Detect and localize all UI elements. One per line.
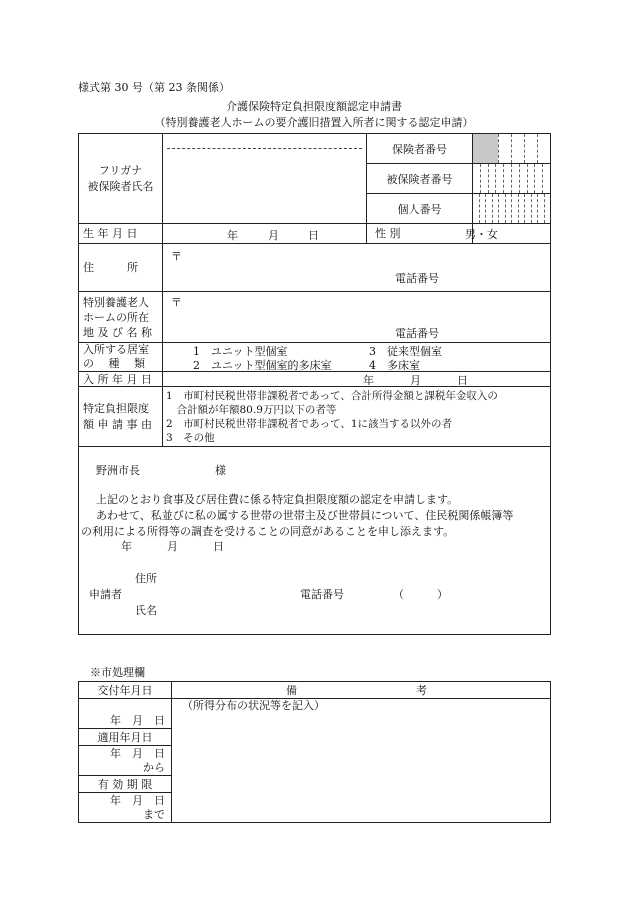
issue-date-field[interactable]: 年 月 日 xyxy=(79,699,172,729)
expiry-date-field[interactable] xyxy=(79,793,172,823)
applicant-address-label: 住所 xyxy=(135,572,157,585)
reason-label-line-1: 特定負担限度 xyxy=(83,401,149,415)
addressee: 野洲市長 xyxy=(96,464,140,477)
insured-name-label: 被保険者氏名 xyxy=(87,179,154,193)
room-type-field[interactable] xyxy=(163,343,551,372)
reason-option-2[interactable]: 2 市町村民税世帯非課税者であって、1に該当する以外の者 xyxy=(166,418,453,430)
address-field[interactable] xyxy=(163,244,551,292)
address-label: 住 所 xyxy=(79,244,163,292)
reason-field[interactable] xyxy=(163,387,551,447)
entry-month: 月 xyxy=(410,374,421,387)
expiry-date-until: まで xyxy=(143,807,165,821)
remarks-label-2: 考 xyxy=(416,684,427,697)
personal-no-label: 個人番号 xyxy=(367,194,473,224)
room-option-1[interactable]: 1 ユニット型個室 xyxy=(193,345,288,358)
home-location-label-cell xyxy=(79,292,163,343)
form-title: 介護保険特定負担限度額認定申請書 xyxy=(226,100,402,113)
remarks-note: （所得分布の状況等を記入） xyxy=(182,699,325,712)
applied-date-from: から xyxy=(143,760,165,774)
furigana-label: フリガナ xyxy=(98,163,143,177)
home-label-line-3: 地 及 び 名 称 xyxy=(83,325,152,339)
birthdate-label: 生 年 月 日 xyxy=(79,224,163,244)
address-phone-label: 電話番号 xyxy=(395,272,439,285)
entry-year: 年 xyxy=(363,374,374,387)
entry-day: 日 xyxy=(457,374,468,387)
form-number: 様式第 30 号（第 23 条関係） xyxy=(78,81,230,94)
declaration-line-3: の利用による所得等の調査を受けることの同意があることを申し添えます。 xyxy=(81,525,455,538)
room-label-line-2: の 種 類 xyxy=(83,357,145,370)
home-postal-mark: 〒 xyxy=(171,296,182,309)
declaration-month: 月 xyxy=(167,540,178,553)
declaration-line-2: あわせて、私並びに私の属する世帯の世帯主及び世帯員について、住民税関係帳簿等 xyxy=(96,509,514,522)
insured-no-field[interactable] xyxy=(473,164,551,194)
insured-name-label-cell xyxy=(79,134,163,224)
declaration-section xyxy=(79,447,551,635)
home-phone-label: 電話番号 xyxy=(395,327,439,340)
reason-label-cell xyxy=(79,387,163,447)
birthdate-day: 日 xyxy=(308,229,319,242)
home-label-line-2: ホームの所在 xyxy=(83,310,149,324)
applied-date-field[interactable] xyxy=(79,746,172,776)
home-location-field[interactable] xyxy=(163,292,551,343)
honorific: 様 xyxy=(215,464,226,477)
remarks-field[interactable] xyxy=(172,699,551,823)
form-subtitle: （特別養護老人ホームの要介護旧措置入所者に関する認定申請） xyxy=(154,116,474,129)
birthdate-month: 月 xyxy=(268,229,279,242)
sex-field[interactable] xyxy=(465,224,551,244)
reason-label-line-2: 額 申 請 事 由 xyxy=(83,417,152,431)
applied-date-label: 適用年月日 xyxy=(79,729,172,746)
room-option-3[interactable]: 3 従来型個室 xyxy=(369,345,442,358)
applied-date-ymd: 年 月 日 xyxy=(110,746,165,760)
insured-name-cell xyxy=(163,134,367,224)
room-option-4[interactable]: 4 多床室 xyxy=(369,359,420,372)
applicant-label: 申請者 xyxy=(89,588,122,601)
expiry-label: 有 効 期 限 xyxy=(79,776,172,793)
remarks-header xyxy=(172,682,551,699)
birthdate-year: 年 xyxy=(227,229,238,242)
sex-label: 性 別 xyxy=(367,224,473,244)
declaration-year: 年 xyxy=(121,540,132,553)
sex-value: 男・女 xyxy=(465,227,498,241)
home-label-line-1: 特別養護老人 xyxy=(83,295,149,309)
birthdate-field[interactable] xyxy=(163,224,367,244)
insurer-no-label: 保険者番号 xyxy=(367,134,473,164)
issue-date-label: 交付年月日 xyxy=(79,682,172,699)
room-label-line-1: 入所する居室 xyxy=(83,343,149,356)
insured-no-label: 被保険者番号 xyxy=(367,164,473,194)
reason-option-3[interactable]: 3 その他 xyxy=(166,432,215,444)
furigana-input[interactable] xyxy=(167,134,362,149)
personal-no-field[interactable] xyxy=(473,194,551,224)
expiry-date-ymd: 年 月 日 xyxy=(110,793,165,807)
address-postal-mark: 〒 xyxy=(171,250,182,263)
application-table xyxy=(78,133,551,635)
office-section-title: ※市処理欄 xyxy=(90,666,145,679)
room-option-2[interactable]: 2 ユニット型個室的多床室 xyxy=(193,359,332,372)
reason-option-1-line-1[interactable]: 1 市町村民税世帯非課税者であって、合計所得金額と課税年金収入の xyxy=(166,390,498,402)
declaration-line-1: 上記のとおり食事及び居住費に係る特定負担限度額の認定を申請します。 xyxy=(96,493,459,506)
entry-date-field[interactable] xyxy=(163,372,551,387)
remarks-label-1: 備 xyxy=(286,684,297,697)
applicant-phone-area-code[interactable]: （ ） xyxy=(393,588,448,601)
insurer-no-field[interactable] xyxy=(473,134,551,164)
office-table xyxy=(78,681,551,823)
insured-name-input[interactable] xyxy=(167,149,362,219)
entry-date-label: 入 所 年 月 日 xyxy=(79,372,163,387)
room-type-label-cell xyxy=(79,343,163,372)
applicant-phone-label: 電話番号 xyxy=(300,588,344,601)
declaration-day: 日 xyxy=(213,540,224,553)
reason-option-1-line-2: 合計額が年額80.9万円以下の者等 xyxy=(166,404,337,416)
applicant-name-label: 氏名 xyxy=(135,604,157,617)
